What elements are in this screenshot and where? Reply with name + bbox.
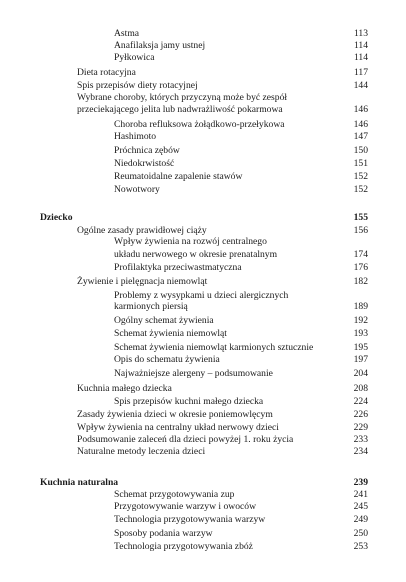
toc-page-number: 152 xyxy=(353,184,368,195)
toc-page-number: 192 xyxy=(353,315,368,326)
toc-entry xyxy=(0,422,406,433)
toc-page-number: 226 xyxy=(353,409,368,420)
toc-entry-title: karmionych piersią xyxy=(114,301,188,312)
toc-page-number: 193 xyxy=(353,328,368,339)
toc-page-number: 241 xyxy=(353,489,368,500)
toc-entry-title: Nowotwory xyxy=(114,184,160,195)
toc-page-number: 151 xyxy=(353,158,368,169)
toc-page-number: 208 xyxy=(353,383,368,394)
toc-entry-title: Najważniejsze alergeny – podsumowanie xyxy=(114,368,273,379)
toc-entry-title: Sposoby podania warzyw xyxy=(114,528,213,539)
toc-page-number: 239 xyxy=(353,477,368,488)
toc-entry xyxy=(0,158,406,169)
toc-entry-title: Wybrane choroby, których przyczyną może być zespół xyxy=(77,92,288,103)
toc-page-number: 245 xyxy=(353,501,368,512)
toc-page-number: 195 xyxy=(353,342,368,353)
toc-entry xyxy=(0,501,406,512)
toc-entry-title: Pyłkowica xyxy=(114,52,155,63)
toc-section-heading xyxy=(0,477,406,488)
toc-entry xyxy=(0,119,406,130)
toc-entry xyxy=(0,409,406,420)
toc-entry-title: Przygotowywanie warzyw i owoców xyxy=(114,501,257,512)
toc-entry xyxy=(0,383,406,394)
toc-entry-title: Kuchnia małego dziecka xyxy=(77,383,172,394)
toc-entry xyxy=(0,80,406,91)
toc-entry xyxy=(0,131,406,142)
toc-page-number: 114 xyxy=(353,40,368,51)
toc-page-number: 155 xyxy=(353,212,368,223)
toc-entry-title: Opis do schematu żywienia xyxy=(114,354,220,365)
toc-page-number: 174 xyxy=(353,249,368,260)
toc-page-number: 204 xyxy=(353,368,368,379)
toc-entry-title: Problemy z wysypkami u dzieci alergicznych xyxy=(114,290,289,301)
toc-page-number: 224 xyxy=(353,396,368,407)
toc-entry-title: Reumatoidalne zapalenie stawów xyxy=(114,171,243,182)
toc-page-number: 250 xyxy=(353,528,368,539)
toc-entry xyxy=(0,249,406,260)
toc-entry xyxy=(0,262,406,273)
toc-page-number: 117 xyxy=(353,67,368,78)
toc-entry xyxy=(0,171,406,182)
toc-entry xyxy=(0,396,406,407)
toc-page-number: 229 xyxy=(353,422,368,433)
toc-page-number: 253 xyxy=(353,541,368,552)
toc-entry-title: Kuchnia naturalna xyxy=(40,477,119,488)
toc-entry xyxy=(0,434,406,445)
toc-entry-title: Schemat żywienia niemowląt karmionych sztucznie xyxy=(114,342,314,353)
toc-entry-title: Podsumowanie zaleceń dla dzieci powyżej 1. roku życia xyxy=(77,434,294,445)
toc-page-number: 147 xyxy=(353,131,368,142)
toc-entry-title: układu nerwowego w okresie prenatalnym xyxy=(114,249,278,260)
toc-page-number: 249 xyxy=(353,514,368,525)
toc-entry-title: Dziecko xyxy=(40,212,73,223)
toc-page-number: 156 xyxy=(353,225,368,236)
toc-entry-title: Żywienie i pielęgnacja niemowląt xyxy=(77,276,208,287)
toc-page-number: 144 xyxy=(353,80,368,91)
toc-page-number: 234 xyxy=(353,446,368,457)
toc-entry xyxy=(0,236,406,247)
toc-entry xyxy=(0,145,406,156)
toc-entry-title: przeciekającego jelita lub nadwrażliwość pokarmowa xyxy=(77,104,283,115)
toc-entry-title: Hashimoto xyxy=(114,131,157,142)
toc-entry xyxy=(0,52,406,63)
toc-entry-title: Niedokrwistość xyxy=(114,158,175,169)
toc-entry xyxy=(0,514,406,525)
toc-page-number: 146 xyxy=(353,119,368,130)
toc-page-number: 182 xyxy=(353,276,368,287)
toc-entry-title: Spis przepisów kuchni małego dziecka xyxy=(114,396,264,407)
toc-entry-title: Technologia przygotowywania warzyw xyxy=(114,514,266,525)
toc-entry xyxy=(0,67,406,78)
toc-entry xyxy=(0,276,406,287)
toc-page-number: 146 xyxy=(353,104,368,115)
toc-entry-title: Technologia przygotowywania zbóż xyxy=(114,541,253,552)
toc-entry xyxy=(0,354,406,365)
toc-entry-title: Ogólny schemat żywienia xyxy=(114,315,214,326)
toc-entry xyxy=(0,446,406,457)
toc-entry-title: Spis przepisów diety rotacyjnej xyxy=(77,80,198,91)
toc-entry xyxy=(0,342,406,353)
toc-entry-title: Naturalne metody leczenia dzieci xyxy=(77,446,206,457)
toc-entry-title: Wpływ żywienia na rozwój centralnego xyxy=(114,236,267,247)
toc-entry xyxy=(0,528,406,539)
toc-entry-title: Choroba refluksowa żołądkowo-przełykowa xyxy=(114,119,285,130)
toc-entry xyxy=(0,368,406,379)
toc-page-number: 176 xyxy=(353,262,368,273)
toc-page-number: 113 xyxy=(353,28,368,39)
toc-entry-title: Schemat żywienia niemowląt xyxy=(114,328,227,339)
toc-entry-title: Zasady żywienia dzieci w okresie poniemowlęcym xyxy=(77,409,273,420)
toc-entry xyxy=(0,40,406,51)
toc-page-number: 150 xyxy=(353,145,368,156)
toc-page-number: 114 xyxy=(353,52,368,63)
toc-entry xyxy=(0,489,406,500)
toc-page-number: 233 xyxy=(353,434,368,445)
toc-entry xyxy=(0,225,406,236)
toc-page-number: 152 xyxy=(353,171,368,182)
toc-page-number: 189 xyxy=(353,301,368,312)
toc-entry-title: Schemat przygotowywania zup xyxy=(114,489,235,500)
toc-section-heading xyxy=(0,212,406,223)
toc-page-number: 197 xyxy=(353,354,368,365)
toc-entry xyxy=(0,184,406,195)
toc-entry-title: Wpływ żywienia na centralny układ nerwowy dzieci xyxy=(77,422,279,433)
toc-entry-title: Anafilaksja jamy ustnej xyxy=(114,40,206,51)
toc-entry-title: Profilaktyka przeciwastmatyczna xyxy=(114,262,242,273)
toc-entry xyxy=(0,28,406,39)
toc-entry xyxy=(0,541,406,552)
toc-entry xyxy=(0,290,406,301)
toc-entry-title: Astma xyxy=(114,28,140,39)
toc-entry-title: Ogólne zasady prawidłowej ciąży xyxy=(77,225,207,236)
toc-entry-title: Próchnica zębów xyxy=(114,145,180,156)
toc-entry xyxy=(0,104,406,115)
toc-entry xyxy=(0,92,406,103)
toc-entry xyxy=(0,315,406,326)
toc-entry xyxy=(0,301,406,312)
toc-entry xyxy=(0,328,406,339)
toc-entry-title: Dieta rotacyjna xyxy=(77,67,136,78)
